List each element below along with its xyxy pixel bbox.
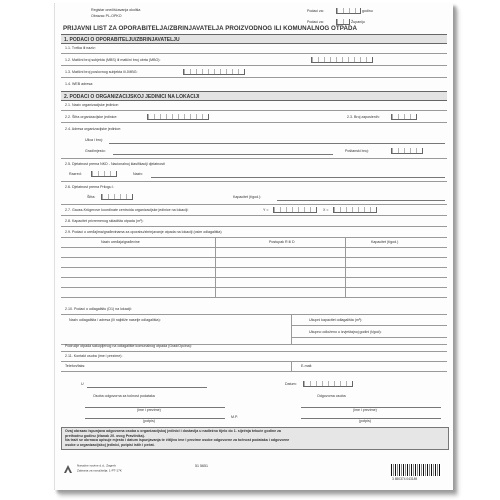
accuracy-signature-line[interactable]: [85, 418, 225, 419]
instruction-line-3: Na traži se obrnaca upisuje mjesto i datum ispunjavanja te čitljivo ime i prezime osobe odgovorne za točnost podataka i odgovorne: [65, 438, 290, 442]
responsible-person-label: Odgovorna osoba: [317, 394, 346, 398]
signature-caption-2: (potpis): [359, 419, 371, 423]
row-divider: [61, 371, 447, 372]
section-1-heading: 1. PODACI O OPORABITELJU/ZBRINJAVATELJU: [61, 34, 447, 44]
date-boxes[interactable]: [303, 381, 353, 387]
signature-caption-1: (potpis): [143, 419, 155, 423]
nkd-name-line[interactable]: [151, 177, 445, 178]
field-1-2: 1.2. Matični broj subjekta (MBS) ili matični broj obrta (MBO):: [65, 58, 161, 62]
field-2-10: 2.10. Podaci o odlagalištu (D1) na lokaciji:: [65, 307, 132, 311]
year-label-prefix: Podaci za:: [307, 9, 324, 13]
date-label: Datum:: [285, 382, 297, 386]
field-2-9: 2.9. Podaci o uređajima/građevinama za oporabu/zbrinjavanje otpada na lokaciji (osim odlagališta): [65, 230, 222, 234]
capacity-label: Kapacitet (t/god.):: [233, 195, 262, 199]
nkd-name-label: Naziv:: [133, 172, 143, 176]
publisher-name: Narodne novine d.d., Zagreb: [77, 464, 116, 468]
field-2-2: 2.2. Šifra organizacijske jedinice:: [65, 115, 118, 119]
x-label: X =: [323, 208, 329, 212]
table-row-line: [61, 297, 447, 298]
capacity-line[interactable]: [277, 200, 445, 201]
table-row-line: [61, 277, 447, 278]
mbs-input-boxes[interactable]: [311, 57, 373, 63]
table-row-line: [61, 267, 447, 268]
row-divider: [61, 65, 447, 66]
col-capacity: Kapacitet (t/god.): [371, 240, 399, 244]
city-label: Grad/mjesto:: [85, 149, 106, 153]
table-top-line: [61, 237, 447, 238]
barcode-digits: 3 850374 043189: [392, 477, 418, 481]
col-device-name: Naziv uređaja/građevine: [101, 240, 140, 244]
accuracy-person-label: Osoba odgovorna za točnost podataka: [93, 394, 155, 398]
publisher-logo-icon: [63, 464, 73, 474]
city-input-line[interactable]: [113, 154, 333, 155]
y-label: Y =: [263, 208, 269, 212]
row-divider: [61, 361, 447, 362]
field-2-3: 2.3. Broj zaposlenih:: [347, 115, 380, 119]
instructions-box: [61, 427, 449, 450]
row-divider: [61, 122, 447, 123]
year-input-boxes[interactable]: [336, 8, 361, 14]
row-divider: [61, 181, 447, 182]
row-divider: [61, 226, 447, 227]
row-divider: [61, 77, 447, 78]
row-divider: [61, 314, 447, 315]
code-label: Šifra:: [87, 195, 96, 199]
table-col-divider: [215, 237, 216, 297]
street-label: Ulica i broj:: [85, 138, 103, 142]
field-2-8: 2.8. Kapacitet privremenog skladišta otpada (m³):: [65, 219, 144, 223]
field-2-4: 2.4. Adresa organizacijske jedinice:: [65, 127, 122, 131]
register-name: Registar onečišćavanja okoliša: [91, 8, 141, 12]
stamp-label: M.P.: [231, 415, 238, 419]
form-code: Obrazac PL-OPKO: [91, 14, 122, 18]
class-boxes[interactable]: [91, 171, 117, 177]
field-2-7: 2.7. Gauss-Krügerove koordinate centroida organizacijske jedinice na lokaciji:: [65, 208, 189, 212]
field-1-4: 1.4. WEB adresa:: [65, 82, 94, 86]
form-title: PRIJAVNI LIST ZA OPORABITELJA/ZBRINJAVATELJA PROIZVODNOG ILI KOMUNALNOG OTPADA: [63, 25, 358, 32]
field-2-6: 2.6. Djelatnost prema Prilogu I.: [65, 185, 115, 189]
landfill-divider: [291, 314, 292, 344]
name-caption-2: (ime i prezime): [353, 408, 377, 412]
table-row-line: [61, 257, 447, 258]
unit-code-boxes[interactable]: [147, 114, 209, 120]
field-2-11: 2.11. Kontakt osoba (ime i prezime):: [65, 354, 123, 358]
collection-area-label: Područje otpada sakupljenog na odlagalište komunalnog otpada (Grad/Općina):: [65, 344, 192, 348]
responsible-signature-line[interactable]: [301, 418, 441, 419]
place-line[interactable]: [87, 387, 207, 388]
class-label: Razred:: [69, 172, 82, 176]
total-capacity-label: Ukupni kapacitet odlagališta (m³):: [309, 318, 363, 322]
y-coord-boxes[interactable]: [273, 207, 317, 213]
postal-label: Poštanski broj:: [345, 149, 369, 153]
landfill-name-label: Naziv odlagališta / adresa (ili najbliže naselje odlagališta):: [69, 318, 161, 322]
x-coord-boxes[interactable]: [333, 207, 377, 213]
instruction-line-1: Ovaj obrazac ispunjava odgovorna osoba u organizacijskoj jedinici i dostavlja u nadležno tijelo do 1. siječnja tekuće godine za: [65, 429, 281, 433]
row-divider: [291, 325, 447, 326]
row-divider: [61, 204, 447, 205]
row-divider: [61, 158, 447, 159]
name-caption-1: (ime i prezime): [137, 408, 161, 412]
instruction-line-4: osobe u organizacijskoj jedinici, potpisi istih i pečat.: [65, 442, 155, 447]
table-row-line: [61, 287, 447, 288]
section-2-heading: 2. PODACI O ORGANIZACIJSKOJ JEDINICI NA LOKACIJI: [61, 91, 447, 101]
field-1-1: 1.1. Tvrtka ili naziv:: [65, 46, 96, 50]
phone-label: Telefon/faks:: [65, 364, 86, 368]
col-procedure: Postupak R ili D: [269, 240, 295, 244]
annex-code-boxes[interactable]: [101, 194, 133, 200]
employees-boxes[interactable]: [391, 114, 417, 120]
row-divider: [61, 351, 447, 352]
email-label: E-mail:: [301, 364, 313, 368]
instruction-line-2: prethodnu godinu (članak 20. ovog Pravilnika).: [65, 433, 145, 438]
contact-divider: [291, 361, 292, 371]
street-input-line[interactable]: [109, 143, 445, 144]
jmbg-input-boxes[interactable]: [183, 69, 245, 75]
row-divider: [61, 110, 447, 111]
field-2-5: 2.5. Djelatnost prema NKD - Nacionalnoj klasifikaciji djelatnosti: [65, 162, 165, 166]
row-divider: [291, 337, 447, 338]
year-label: godinu: [362, 9, 373, 13]
disposed-total-label: Ukupno odloženo u izvještajnoj godini (t/god):: [309, 330, 382, 334]
field-2-1: 2.1. Naziv organizacijske jedinice:: [65, 103, 119, 107]
form-page: [54, 3, 453, 490]
place-label: U: [81, 382, 84, 386]
postal-boxes[interactable]: [391, 148, 423, 154]
table-row-line: [61, 247, 447, 248]
row-divider: [61, 215, 447, 216]
county-label-prefix: Podaci za:: [307, 20, 324, 24]
county-label: Županiju: [351, 20, 365, 24]
field-1-3: 1.3. Matični broj poslovnog subjekta ili JMBG:: [65, 70, 138, 74]
table-col-divider: [345, 237, 346, 297]
row-divider: [61, 53, 447, 54]
barcode: [391, 464, 441, 476]
form-number: 51 5651: [195, 464, 208, 468]
order-code: Zabrana za naručitelja: 1-PT-17K: [77, 469, 122, 473]
